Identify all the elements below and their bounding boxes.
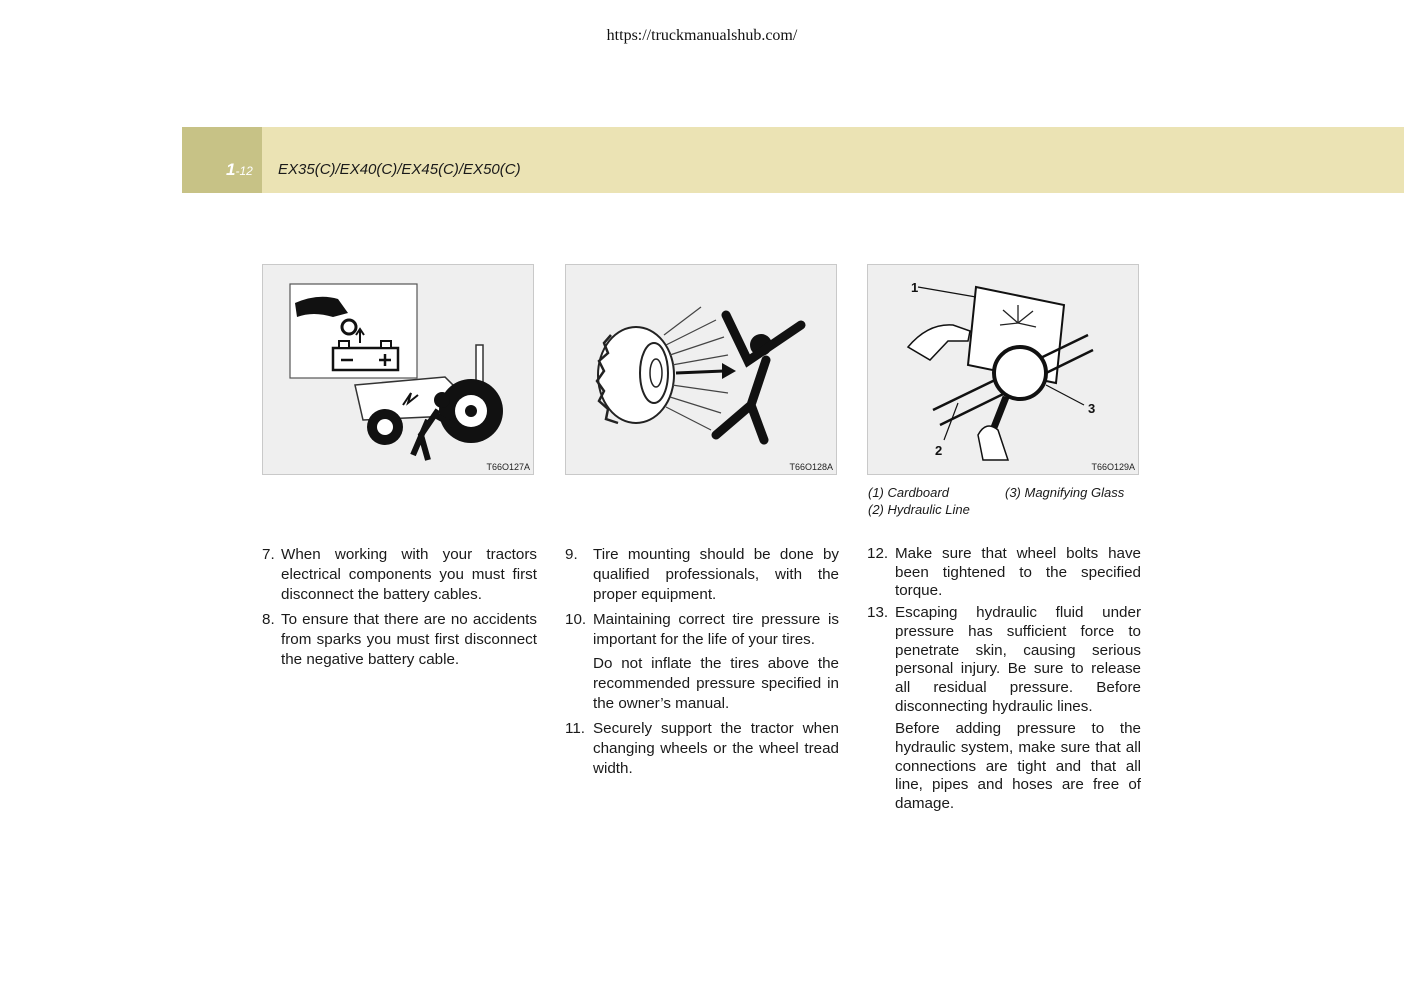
source-url: https://truckmanualshub.com/ (606, 27, 798, 44)
item-text: Make sure that wheel bolts have been tightened to the specified torque. (895, 545, 1141, 600)
battery-tractor-shock-illustration (263, 265, 535, 476)
item-text: Tire mounting should be done by qualified professionals, with the proper equipment. (593, 546, 839, 603)
callout-3: 3 (1088, 401, 1096, 416)
figure-code: T66O128A (789, 462, 833, 472)
page-number-major: 1 (226, 160, 236, 179)
item-number: 13. (867, 604, 889, 622)
list-item (867, 604, 1141, 814)
column-middle (565, 545, 839, 784)
column-left (262, 545, 537, 675)
list-item (565, 719, 839, 779)
caption-hydraulic-line: (2) Hydraulic Line (868, 502, 970, 517)
item-text: Maintaining correct tire pressure is important for the life of your tires. (593, 611, 839, 648)
figure-battery (262, 264, 534, 475)
callout-1: 1 (911, 280, 919, 295)
item-number: 8. (262, 611, 275, 628)
caption-magnifying-glass: (3) Magnifying Glass (1005, 485, 1125, 500)
page-number (226, 160, 266, 180)
item-number: 12. (867, 545, 889, 562)
page-number-minor: -12 (235, 164, 253, 178)
column-right (867, 545, 1141, 817)
list-item (565, 610, 839, 714)
list-item (262, 545, 537, 605)
item-number: 10. (565, 611, 587, 628)
item-number: 9. (565, 546, 578, 563)
item-text: Securely support the tractor when changing wheels or the wheel tread width. (593, 720, 839, 777)
list-item (565, 545, 839, 605)
item-text-secondary: Do not inflate the tires above the recommended pressure specified in the owner’s manual. (593, 655, 839, 712)
item-number: 7. (262, 546, 275, 563)
callout-2: 2 (935, 443, 943, 458)
list-item (867, 545, 1141, 601)
item-text: When working with your tractors electrical components you must first disconnect the battery cables. (281, 546, 537, 603)
hydraulic-leak-check-illustration (868, 265, 1140, 476)
figure-code: T66O127A (486, 462, 530, 472)
header-band (182, 127, 1404, 193)
item-number: 11. (565, 720, 585, 737)
figure-tire (565, 264, 837, 475)
caption-cardboard: (1) Cardboard (868, 485, 949, 500)
model-title: EX35(C)/EX40(C)/EX45(C)/EX50(C) (278, 161, 521, 178)
item-text: To ensure that there are no accidents from sparks you must first disconnect the negative battery cable. (281, 611, 537, 668)
figure-hydraulic (867, 264, 1139, 475)
tire-burst-person-illustration (566, 265, 838, 476)
list-item (262, 610, 537, 670)
item-text-secondary: Before adding pressure to the hydraulic system, make sure that all connections are tight and that all line, pipes and hoses are free of damage. (895, 720, 1141, 813)
item-text: Escaping hydraulic fluid under pressure has sufficient force to penetrate skin, causing serious personal injury. Be sure to release all residual pressure. Before disconnecting hydraulic lines. (895, 604, 1141, 715)
figure-code: T66O129A (1091, 462, 1135, 472)
